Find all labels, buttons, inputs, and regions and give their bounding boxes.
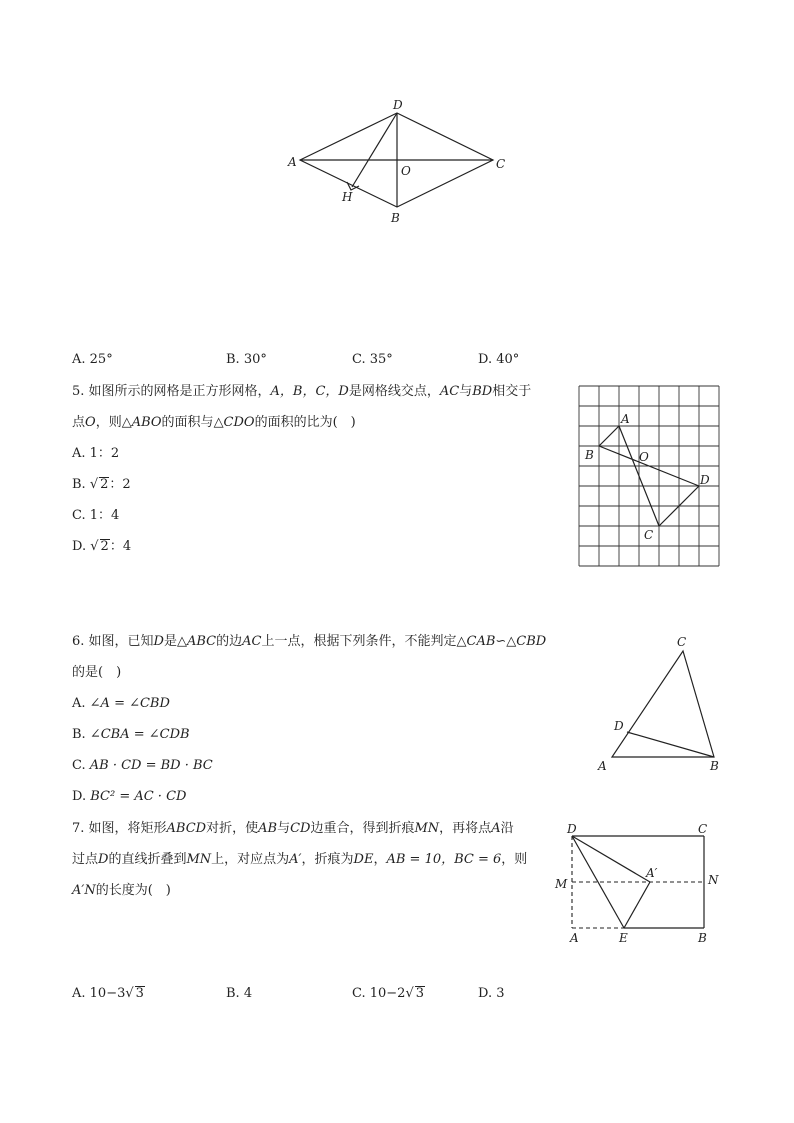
q5-label-b: B bbox=[585, 448, 594, 462]
q7-label-m: M bbox=[555, 877, 568, 891]
q6-option-c: C. AB · CD = BD · BC bbox=[72, 758, 213, 773]
q7-label-a-prime: A′ bbox=[646, 866, 658, 880]
q5-option-b: B. √ 2：2 bbox=[72, 477, 131, 492]
q4-label-c: C bbox=[496, 157, 506, 171]
q4-option-b: B. 30° bbox=[226, 352, 267, 367]
q6-stem-line1: 6. 如图，已知D是△ABC的边AC上一点，根据下列条件，不能判定△CAB∽△CBD bbox=[72, 634, 547, 649]
q4-label-b: B bbox=[391, 211, 400, 225]
q7-label-a: A bbox=[570, 931, 579, 945]
q4-option-a: A. 25° bbox=[72, 352, 113, 367]
q7-label-d: D bbox=[567, 822, 577, 836]
q5-stem-line1: 5. 如图所示的网格是正方形网格，A，B，C，D是网格线交点，AC与BD相交于 bbox=[72, 384, 532, 399]
q6-label-a: A bbox=[598, 759, 607, 773]
q7-label-e: E bbox=[619, 931, 628, 945]
q6-option-b: B. ∠CBA = ∠CDB bbox=[72, 727, 190, 742]
q7-label-c: C bbox=[698, 822, 708, 836]
q5-label-a: A bbox=[621, 412, 630, 426]
q6-stem-line2: 的是( ) bbox=[72, 665, 122, 680]
q5-option-c: C. 1：4 bbox=[72, 508, 120, 523]
q7-option-b: B. 4 bbox=[226, 986, 253, 1001]
q7-option-c: C. 10−2√ 3 bbox=[352, 986, 425, 1001]
q4-label-h: H bbox=[342, 190, 353, 204]
q7-option-a: A. 10−3√ 3 bbox=[72, 986, 144, 1001]
q4-label-a: A bbox=[288, 155, 297, 169]
q4-option-c: C. 35° bbox=[352, 352, 393, 367]
q6-label-c: C bbox=[677, 635, 687, 649]
q5-label-d: D bbox=[700, 473, 710, 487]
q4-label-d: D bbox=[393, 98, 403, 112]
q7-option-d: D. 3 bbox=[478, 986, 505, 1001]
q5-option-d: D. √ 2：4 bbox=[72, 539, 132, 554]
q6-label-b: B bbox=[710, 759, 719, 773]
q7-stem-line1: 7. 如图，将矩形ABCD对折，使AB与CD边重合，得到折痕MN，再将点A沿 bbox=[72, 821, 514, 836]
q5-option-a: A. 1：2 bbox=[72, 446, 120, 461]
q7-stem-line3: A′N的长度为( ) bbox=[72, 883, 171, 898]
q5-stem-line2: 点O，则△ABO的面积与△CDO的面积的比为( ) bbox=[72, 415, 356, 430]
q5-label-o: O bbox=[639, 450, 649, 464]
q7-label-b: B bbox=[698, 931, 707, 945]
q6-option-d: D. BC² = AC · CD bbox=[72, 789, 187, 804]
q6-label-d: D bbox=[614, 719, 624, 733]
q4-label-o: O bbox=[401, 164, 411, 178]
q7-label-n: N bbox=[708, 873, 719, 887]
q7-stem-line2: 过点D的直线折叠到MN上，对应点为A′，折痕为DE，AB = 10，BC = 6，则 bbox=[72, 852, 528, 867]
q6-option-a: A. ∠A = ∠CBD bbox=[72, 696, 170, 711]
q4-option-d: D. 40° bbox=[478, 352, 520, 367]
q5-label-c: C bbox=[644, 528, 654, 542]
